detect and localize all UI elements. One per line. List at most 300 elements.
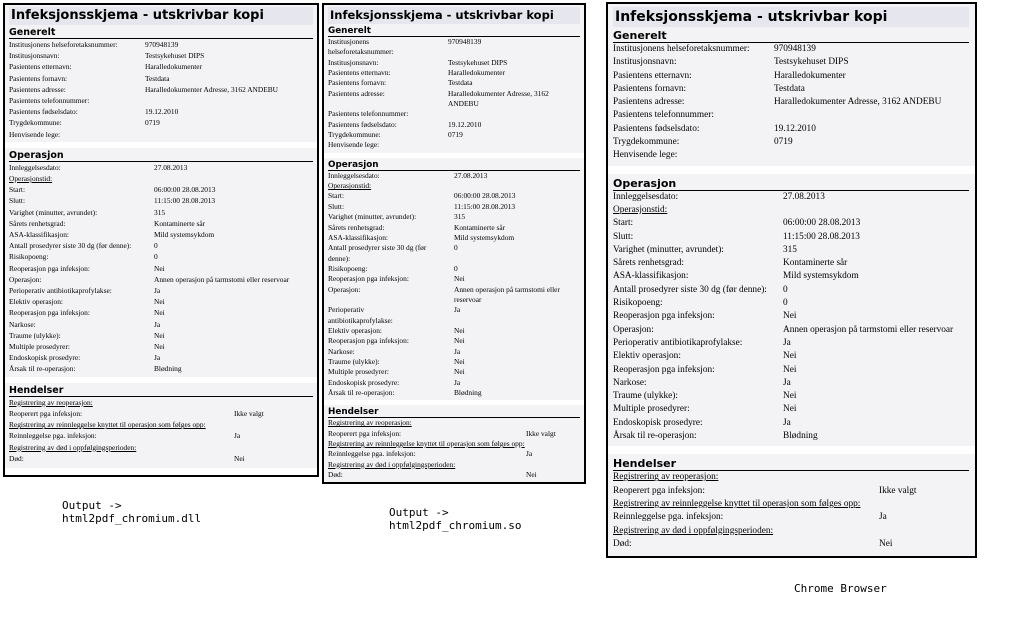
field-label: ASA-klassifikasjon: [328,232,388,242]
dod-row [613,538,969,551]
field-value: 970948139 [145,40,179,49]
form-title: Infeksjonsskjema - utskrivbar kopi [613,7,969,27]
field-label: Multiple prosedyrer: [328,367,389,377]
field-value: Nei [454,367,465,377]
field-value: Haralledokumenter Adresse, 3162 ANDEBU [145,84,279,94]
field-value: 11:15:00 28.08.2013 [154,196,216,206]
hendelser-rows [613,471,969,551]
operasjon-row [9,229,313,240]
field-value: Testdata [774,83,805,94]
field-value: Blødning [783,431,818,442]
field-label: Institusjonsnavn: [9,51,60,61]
field-value: Mild systemsykdom [454,232,515,242]
field-label: Varighet (minutter, avrundet): [613,244,724,255]
field-value: Testsykehuset DIPS [774,57,849,68]
field-value [145,95,313,106]
field-label: Multiple prosedyrer: [613,404,690,415]
field-label: Operasjon: [328,284,361,294]
field-label: Perioperativ antibiotikaprofylakse: [9,286,112,296]
operasjon-row [328,388,580,398]
generelt-row [328,58,580,68]
generelt-row [9,73,313,84]
hendelser-rows [328,418,580,480]
field-label: Risikopoeng: [328,263,368,273]
reoperasjon-row [328,429,580,439]
field-value: Nei [154,308,165,318]
field-value: Nei [783,311,797,322]
field-value: Nei [234,453,245,463]
subsection-label: Registrering av reinnleggelse knyttet til operasjon som følges opp: [328,439,525,449]
subsection-label: Registrering av reoperasjon: [613,472,719,483]
field-value: 315 [454,212,466,222]
field-label: ASA-klassifikasjon: [613,271,689,282]
field-label: Endoskopisk prosedyre: [9,353,81,363]
field-value: Nei [783,351,797,362]
field-label: Trygdekommune: [9,118,62,128]
field-value: 0719 [774,137,793,148]
section-hendelser-heading: Hendelser [9,385,313,397]
generelt-rows [613,43,969,163]
field-value: Nei [526,470,537,480]
operasjon-row [613,364,969,377]
field-label: Død: [9,453,24,463]
operasjon-row [613,310,969,323]
field-label: Institusjonens helseforetaksnummer: [328,37,394,57]
operasjon-row [9,319,313,330]
form-body [324,5,584,484]
field-value [774,149,969,162]
operasjon-row [613,297,969,310]
subsection-label: Registrering av reinnleggelse knyttet til operasjon som følges opp: [9,420,206,430]
section-operasjon-heading: Operasjon [613,177,969,191]
caption-chrome-browser: Chrome Browser [794,582,887,595]
generelt-row [328,68,580,78]
field-value: 0 [454,263,458,273]
field-label: Narkose: [613,377,647,388]
field-value: 19.12.2010 [145,107,179,117]
field-value: Blødning [154,364,182,374]
field-label: Pasientens telefonnummer: [328,109,409,119]
field-value: Kontaminerte sår [454,222,506,232]
reinnleggelse-row [328,449,580,459]
section-operasjon-heading: Operasjon [328,160,580,171]
operasjon-row [328,264,580,274]
field-value: Nei [783,364,797,375]
section-gap [607,446,975,454]
field-label: Start: [328,191,345,201]
field-label: Slutt: [328,201,345,211]
field-value: 0 [454,243,458,253]
dod-row [328,470,580,480]
field-label: Død: [328,470,343,480]
operasjon-row [328,367,580,377]
field-label: Årsak til re-operasjon: [328,388,395,397]
field-value [774,109,969,122]
field-label: Endoskopisk prosedyre: [613,417,703,428]
section-gap [607,166,975,174]
field-value: 06:00:00 28.08.2013 [454,191,516,201]
generelt-row [328,109,580,119]
section-generelt-heading: Generelt [613,29,969,43]
section-hendelser-heading: Hendelser [613,457,969,471]
subsection-label: Registrering av død i oppfølgingsperioden: [9,442,137,452]
field-label: Årsak til re-operasjon: [613,431,697,442]
generelt-rows [328,37,580,151]
field-label: Årsak til re-operasjon: [9,364,76,374]
field-value: Mild systemsykdom [154,230,215,240]
field-value: Nei [454,325,465,335]
operasjon-row [613,284,969,297]
field-label: Slutt: [9,196,26,206]
generelt-row [328,140,580,150]
field-label: Pasientens adresse: [328,88,385,98]
field-label: Start: [9,185,26,195]
operasjon-row [9,352,313,363]
field-value: Ja [454,305,461,315]
field-value: 11:15:00 28.08.2013 [454,201,516,211]
operasjon-row [9,285,313,296]
field-label: Varighet (minutter, avrundet): [9,207,98,217]
field-value: 0719 [145,118,160,128]
field-value: Nei [454,274,465,284]
field-label: Multiple prosedyrer: [9,342,70,352]
operasjon-rows [613,191,969,444]
field-label: Antall prosedyrer siste 30 dg (før denne): [613,284,767,295]
field-label: Pasientens adresse: [9,84,66,94]
field-value: 19.12.2010 [774,123,816,134]
field-value: Ikke valgt [526,428,556,438]
operasjon-row [9,341,313,352]
field-label: Narkose: [9,319,36,329]
operasjon-row [613,231,969,244]
field-label: Perioperativ antibiotikaprofylakse: [328,305,393,325]
field-value: Nei [154,263,165,273]
field-value: Ja [783,417,791,428]
field-value: Haralledokumenter [448,68,506,78]
subsection-label: Registrering av reoperasjon: [328,418,412,428]
field-label: Start: [613,218,634,229]
field-label: Reoperasjon pga infeksjon: [9,263,90,273]
field-label: Trygdekommune: [613,137,680,148]
pdf-output-dll-panel [3,3,319,477]
generelt-row [613,83,969,96]
field-label: Risikopoeng: [9,252,49,262]
reinnleggelse-row [9,430,313,441]
field-label: Pasientens adresse: [613,97,685,108]
field-label: Antall prosedyrer siste 30 dg (før denne): [9,241,132,251]
generelt-rows [9,39,313,140]
field-label: Institusjonens helseforetaksnummer: [613,44,750,54]
field-label: Reoperasjon pga infeksjon: [9,308,90,318]
operasjon-row [613,377,969,390]
field-value: Ja [234,431,241,441]
subsection-label: Operasjonstid: [613,204,668,215]
field-label: Reoperert pga infeksjon: [613,485,705,496]
field-value: Testsykehuset DIPS [145,51,205,61]
operasjon-row [613,324,969,337]
operasjon-row [328,378,580,388]
form-title: Infeksjonsskjema - utskrivbar kopi [9,7,313,25]
field-label: Reinnleggelse pga. infeksjon: [9,431,97,441]
operasjon-row [9,263,313,274]
field-value: Nei [879,538,893,549]
subsection-label: Registrering av reinnleggelse knyttet til operasjon som følges opp: [613,498,861,509]
field-label: Reoperasjon pga infeksjon: [328,336,409,346]
dod-row [9,453,313,464]
field-label: ASA-klassifikasjon: [9,230,69,240]
field-value: Testdata [145,73,170,83]
field-value: Nei [154,330,165,340]
operasjon-row [9,184,313,195]
operasjon-row [328,326,580,336]
operasjon-row [613,403,969,416]
operasjon-rows [328,171,580,399]
field-label: Slutt: [613,231,634,242]
field-label: Død: [613,538,632,549]
field-value: Testdata [448,78,473,88]
field-label: Sårets renhetsgrad: [613,258,684,269]
operasjon-row [9,307,313,318]
field-label: Endoskopisk prosedyre: [328,377,400,387]
caption-so-output: Output -> html2pdf_chromium.so [389,506,522,532]
field-value: Mild systemsykdom [783,271,859,282]
generelt-row [328,78,580,88]
caption-dll-output: Output -> html2pdf_chromium.dll [62,499,202,525]
field-label: Elektiv operasjon: [9,297,63,307]
operasjon-row [613,430,969,443]
field-label: Innleggelsesdato: [328,170,380,180]
field-label: Reinnleggelse pga. infeksjon: [328,449,416,459]
section-gap [324,400,584,405]
operasjon-row [328,357,580,367]
field-value: 970948139 [774,44,816,54]
generelt-row [613,43,969,56]
operasjon-row [9,274,313,285]
form-body [608,4,975,556]
field-label: Reoperasjon pga infeksjon: [328,274,409,284]
field-value: 0 [154,252,158,262]
field-value: Annen operasjon på tarmstomi eller reservoar [783,324,954,335]
field-label: Pasientens fornavn: [613,83,687,94]
field-value: 0719 [448,130,463,140]
operasjon-rows [9,162,313,375]
field-value: 19.12.2010 [448,119,482,129]
field-label: Institusjonens helseforetaksnummer: [9,40,118,49]
operasjon-row [328,336,580,346]
field-value: Nei [454,336,465,346]
field-value: Nei [783,404,797,415]
section-gap [324,153,584,158]
field-value: Ikke valgt [234,408,264,418]
field-value: 0 [783,298,788,309]
field-label: Sårets renhetsgrad: [328,222,385,232]
generelt-row [9,50,313,61]
operasjon-row [9,251,313,262]
operasjon-row [328,233,580,243]
operasjon-row [328,274,580,284]
field-label: Traume (ulykke): [328,356,380,366]
field-value [145,129,313,140]
field-label: Henvisende lege: [613,150,678,161]
field-value: Annen operasjon på tarmstomi eller reservoar [154,274,290,284]
generelt-row [613,70,969,83]
generelt-row [613,136,969,149]
operasjon-row [9,296,313,307]
generelt-row [9,129,313,140]
generelt-row [9,117,313,128]
subsection-label: Registrering av reoperasjon: [9,397,93,407]
field-label: Pasientens etternavn: [328,68,391,78]
field-value: Ja [154,319,161,329]
field-value: Nei [154,342,165,352]
field-value: Testsykehuset DIPS [448,57,508,67]
reoperasjon-row [9,408,313,419]
operasjon-row [613,337,969,350]
field-label: Reoperert pga infeksjon: [328,428,402,438]
field-value: 27.08.2013 [454,170,488,180]
field-value: Nei [154,297,165,307]
form-title: Infeksjonsskjema - utskrivbar kopi [328,7,580,24]
section-hendelser-heading: Hendelser [328,407,580,418]
field-label: Traume (ulykke): [9,330,61,340]
field-label: Antall prosedyrer siste 30 dg (før denne): [328,243,427,263]
operasjon-row [613,350,969,363]
field-label: Pasientens fornavn: [328,78,387,88]
reinnleggelse-row [613,511,969,524]
field-label: Elektiv operasjon: [328,325,382,335]
generelt-row [613,96,969,109]
pdf-output-so-panel [322,3,586,484]
operasjon-row [328,202,580,212]
field-value: Ja [454,346,461,356]
generelt-row [9,39,313,50]
section-operasjon-heading: Operasjon [9,150,313,162]
generelt-row [613,109,969,122]
operasjon-row [328,243,580,264]
field-label: Operasjon: [613,324,654,335]
field-value: 315 [783,244,797,255]
field-value: Kontaminerte sår [783,258,848,269]
field-value: 27.08.2013 [154,162,188,172]
field-value [448,109,580,119]
chrome-browser-panel [606,2,977,558]
field-label: Pasientens fødselsdato: [9,107,78,117]
field-label: Risikopoeng: [613,298,663,309]
section-generelt-heading: Generelt [328,26,580,37]
generelt-row [9,84,313,95]
operasjon-row [328,285,580,306]
field-label: Pasientens telefonnummer: [9,96,90,106]
generelt-row [9,61,313,72]
field-value: Kontaminerte sår [154,218,206,228]
field-label: Varighet (minutter, avrundet): [328,212,417,222]
innleggelse-row [613,191,969,204]
field-label: Henvisende lege: [9,129,61,139]
field-label: Innleggelsesdato: [613,191,679,202]
field-value: Ja [154,353,161,363]
field-label: Institusjonsnavn: [613,57,677,68]
operasjon-row [328,212,580,222]
generelt-row [9,106,313,117]
field-value: Ja [783,377,791,388]
field-value [448,140,580,150]
field-label: Trygdekommune: [328,130,381,140]
operasjon-row [9,363,313,374]
subsection-label: Registrering av død i oppfølgingsperioden: [613,525,774,536]
field-label: Traume (ulykke): [613,391,678,402]
section-generelt-heading: Generelt [9,27,313,39]
field-label: Perioperativ antibiotikaprofylakse: [613,337,743,348]
hendelser-rows [9,397,313,464]
form-body [5,5,317,468]
operasjon-row [328,347,580,357]
generelt-row [328,130,580,140]
operasjon-row [9,218,313,229]
field-value: 27.08.2013 [783,191,825,202]
operasjon-row [9,330,313,341]
operasjon-row [328,305,580,326]
field-value: Annen operasjon på tarmstomi eller reservoar [454,284,560,304]
field-value: Haralledokumenter [774,70,846,81]
subsection-label: Operasjonstid: [328,181,372,191]
field-label: Sårets renhetsgrad: [9,218,66,228]
generelt-row [613,56,969,69]
operasjon-row [613,390,969,403]
operasjon-row [613,257,969,270]
field-value: Haralledokumenter Adresse, 3162 ANDEBU [774,97,942,108]
innleggelse-row [328,171,580,181]
field-value: 06:00:00 28.08.2013 [783,218,861,229]
field-label: Pasientens fødselsdato: [328,119,397,129]
field-label: Pasientens etternavn: [9,62,72,72]
field-label: Reinnleggelse pga. infeksjon: [613,512,724,523]
field-value: Ja [879,512,887,523]
subsection-label: Registrering av død i oppfølgingsperioden: [328,459,456,469]
field-label: Henvisende lege: [328,140,380,150]
generelt-row [613,149,969,162]
section-gap [5,377,317,383]
generelt-row [9,95,313,106]
field-label: Reoperert pga infeksjon: [9,408,83,418]
field-value: 970948139 [448,37,482,46]
subsection-label: Operasjonstid: [9,174,53,184]
field-value: Ja [783,337,791,348]
field-value: 06:00:00 28.08.2013 [154,185,216,195]
operasjon-row [9,195,313,206]
field-label: Narkose: [328,346,355,356]
field-value: Nei [454,356,465,366]
operasjon-row [613,244,969,257]
field-label: Pasientens telefonnummer: [613,110,714,121]
field-label: Reoperasjon pga infeksjon: [613,311,715,322]
operasjon-row [613,270,969,283]
field-label: Innleggelsesdato: [9,162,61,172]
operasjon-row [328,223,580,233]
field-label: Institusjonsnavn: [328,57,379,67]
operasjon-row [9,240,313,251]
field-value: 315 [154,207,166,217]
generelt-row [613,123,969,136]
operasjon-row [328,191,580,201]
field-value: Ja [454,377,461,387]
field-label: Pasientens fornavn: [9,73,68,83]
field-value: Ikke valgt [879,485,917,496]
field-value: Ja [526,449,533,459]
innleggelse-row [9,162,313,173]
field-value: Blødning [454,388,482,397]
field-value: Haralledokumenter [145,62,203,72]
field-label: Operasjon: [9,274,42,284]
